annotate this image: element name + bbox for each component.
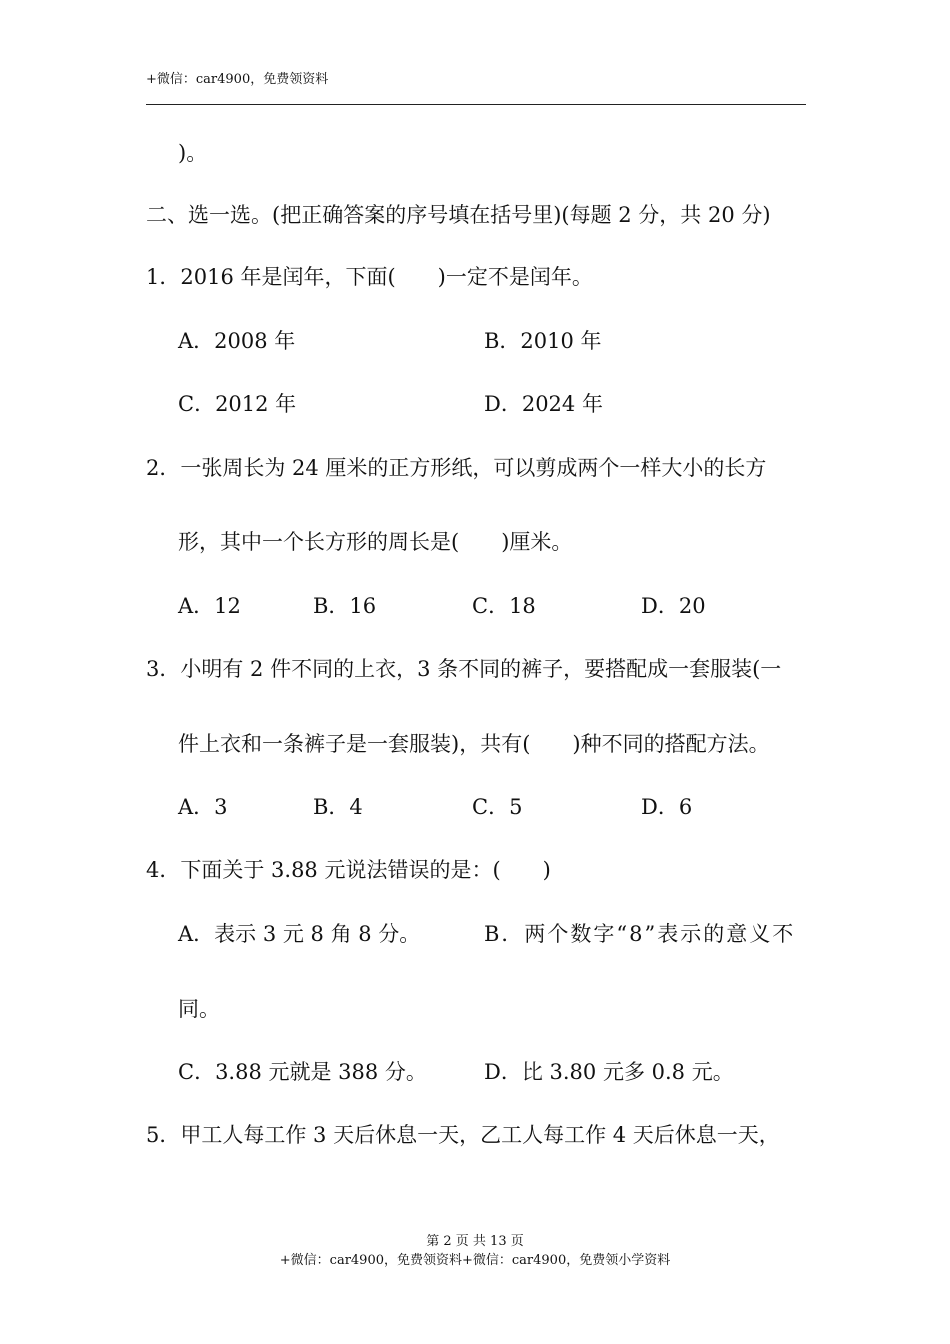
q1-stem: 1．2016 年是闰年，下面( )一定不是闰年。 — [146, 265, 593, 289]
q5-stem-line1: 5．甲工人每工作 3 天后休息一天，乙工人每工作 4 天后休息一天， — [146, 1123, 780, 1147]
previous-question-tail: )。 — [178, 141, 208, 165]
q4-stem: 4．下面关于 3.88 元说法错误的是：( ) — [146, 858, 551, 882]
q4-option-b-line2: 同。 — [178, 997, 220, 1021]
q3-stem-line2: 件上衣和一条裤子是一套服装)，共有( )种不同的搭配方法。 — [178, 732, 770, 756]
header-note: +微信：car4900，免费领资料 — [146, 72, 329, 87]
q4-option-d: D．比 3.80 元多 0.8 元。 — [484, 1060, 734, 1084]
q2-option-b: B．16 — [313, 594, 377, 618]
q1-option-a: A．2008 年 — [178, 329, 296, 353]
q3-option-d: D．6 — [641, 795, 693, 819]
section-title: 二、选一选。(把正确答案的序号填在括号里)(每题 2 分，共 20 分) — [146, 203, 771, 227]
q4-option-b-line1: B．两个数字“8”表示的意义不 — [484, 922, 796, 946]
q2-option-a: A．12 — [178, 594, 241, 618]
q2-option-d: D．20 — [641, 594, 706, 618]
q2-stem-line2: 形，其中一个长方形的周长是( )厘米。 — [178, 530, 573, 554]
q2-option-c: C．18 — [472, 594, 536, 618]
q2-stem-line1: 2．一张周长为 24 厘米的正方形纸，可以剪成两个一样大小的长方 — [146, 456, 767, 480]
q3-option-b: B．4 — [313, 795, 363, 819]
q3-option-c: C．5 — [472, 795, 523, 819]
q3-option-a: A．3 — [178, 795, 228, 819]
q1-option-b: B．2010 年 — [484, 329, 602, 353]
q4-option-c: C．3.88 元就是 388 分。 — [178, 1060, 427, 1084]
footer-note: +微信：car4900，免费领资料+微信：car4900，免费领小学资料 — [279, 1253, 671, 1268]
header-divider — [146, 104, 806, 105]
q3-stem-line1: 3．小明有 2 件不同的上衣，3 条不同的裤子，要搭配成一套服装(一 — [146, 657, 782, 681]
page-number: 第 2 页 共 13 页 — [426, 1234, 524, 1249]
q4-option-a: A．表示 3 元 8 角 8 分。 — [178, 922, 421, 946]
q1-option-d: D．2024 年 — [484, 392, 603, 416]
q1-option-c: C．2012 年 — [178, 392, 297, 416]
